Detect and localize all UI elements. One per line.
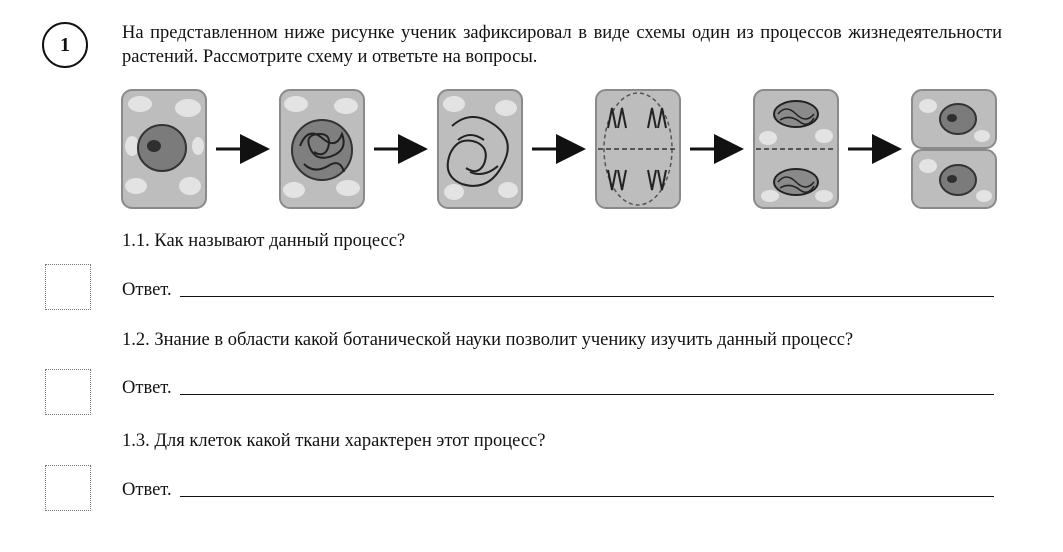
question-1-2: 1.2. Знание в области какой ботанической науки позволит ученику изучить данный процесс?: [122, 330, 854, 350]
answer-label-2: Ответ.: [122, 378, 172, 398]
answer-label-3: Ответ.: [122, 480, 172, 500]
answer-line-2[interactable]: [180, 393, 994, 395]
task-number-badge: [42, 22, 88, 68]
answer-label-1: Ответ.: [122, 280, 172, 300]
answer-line-3[interactable]: [180, 495, 994, 497]
task-number: 1: [60, 33, 70, 56]
answer-score-box-3[interactable]: [45, 465, 91, 511]
answer-row-1[interactable]: [122, 280, 994, 301]
mitosis-diagram: [118, 86, 998, 217]
interphase-cell: [122, 90, 206, 208]
question-1-1: 1.1. Как называют данный процесс?: [122, 231, 406, 251]
answer-row-3[interactable]: [122, 480, 994, 501]
nucleus: [138, 125, 186, 171]
question-1-3: 1.3. Для клеток какой ткани характерен этот процесс?: [122, 431, 546, 451]
answer-score-box-2[interactable]: [45, 369, 91, 415]
task-intro: На представленном ниже рисунке ученик зафиксировал в виде схемы один из процессов жизнедеятельности растений. Рассмотрите схему и ответьте на вопросы.: [122, 23, 1002, 67]
prophase-cell: [280, 90, 364, 208]
anaphase-cell: [596, 90, 680, 208]
answer-score-box-1[interactable]: [45, 264, 91, 310]
answer-row-2[interactable]: [122, 378, 994, 399]
telophase-cell: [754, 90, 838, 208]
prometaphase-cell: [438, 90, 522, 208]
daughter-cells: [912, 90, 996, 208]
answer-line-1[interactable]: [180, 295, 994, 297]
